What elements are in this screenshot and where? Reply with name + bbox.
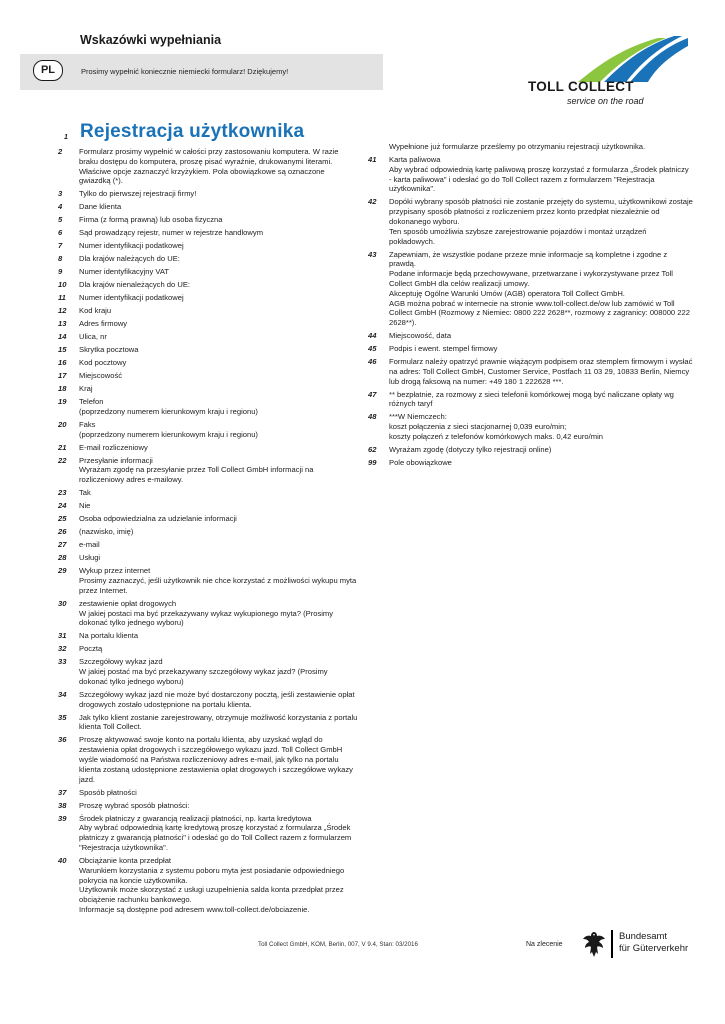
instruction-item bbox=[58, 599, 358, 628]
instruction-item bbox=[58, 690, 358, 710]
instruction-text: (nazwisko, imię) bbox=[79, 527, 134, 537]
instruction-text: e-mail bbox=[79, 540, 100, 550]
instruction-item bbox=[58, 384, 358, 394]
instruction-item bbox=[368, 357, 693, 386]
instruction-text: Szczegółowy wykaz jazd W jakiej postać ma być przekazywany szczegółowy wykaz jazd? (Prosimy dokonać tylko jednego wyboru) bbox=[79, 657, 328, 686]
instruction-number: 44 bbox=[368, 331, 377, 341]
instruction-item bbox=[58, 345, 358, 355]
instruction-text: Formularz prosimy wypełnić w całości przy zastosowaniu komputera. W razie braku dostępu do komputera, proszę pisać wyraźnie, drukowanymi literami. Właściwe opcje zaznaczyć krzyżykiem. Pola obowiązkowe są oznaczone gwiazdką (*). bbox=[79, 147, 339, 186]
instruction-text: Wypełnione już formularze prześlemy po otrzymaniu rejestracji użytkownika. bbox=[389, 142, 646, 151]
instruction-number: 2 bbox=[58, 147, 63, 156]
instruction-item bbox=[58, 319, 358, 329]
language-banner bbox=[20, 54, 383, 90]
instruction-text: Pocztą bbox=[79, 644, 103, 654]
instruction-item bbox=[58, 657, 358, 686]
instruction-text: Dla krajów nienależących do UE: bbox=[79, 280, 191, 290]
language-note: Prosimy wypełnić koniecznie niemiecki formularz! Dziękujemy! bbox=[81, 67, 289, 76]
instruction-number: 10 bbox=[58, 280, 67, 290]
instruction-text: Jak tylko klient zostanie zarejestrowany, otrzymuje możliwość korzystania z portalu klienta Toll Collect. bbox=[79, 712, 358, 732]
instruction-text: Przesyłanie informacji Wyrażam zgodę na przesyłanie przez Toll Collect GmbH informacji na rozliczeniowy adres e-mailowy. bbox=[79, 455, 314, 485]
instruction-number: 20 bbox=[58, 419, 67, 429]
instruction-number: 3 bbox=[58, 189, 63, 199]
right-column bbox=[368, 142, 693, 471]
logo-name: TOLL COLLECT bbox=[528, 79, 634, 94]
instruction-text: Obciążanie konta przedpłat Warunkiem korzystania z systemu poboru myta jest posiadanie odpowiedniego pokrycia na koncie użytkownika. Użytkownik może skorzystać z usługi uzupełnienia salda konta przedpłat przez obciążenie rachunku bankowego. Informacje są dostępne pod adresem www.toll-collect.de/obciazenie. bbox=[79, 855, 345, 914]
instruction-number: 41 bbox=[368, 154, 377, 164]
instruction-item bbox=[58, 501, 358, 511]
instruction-number: 33 bbox=[58, 657, 67, 667]
instruction-number: 15 bbox=[58, 345, 67, 355]
instruction-item bbox=[58, 147, 358, 186]
instruction-number: 22 bbox=[58, 455, 67, 465]
instruction-item bbox=[368, 390, 693, 410]
instruction-text: Kod pocztowy bbox=[79, 358, 127, 368]
instruction-text: Szczegółowy wykaz jazd nie może być dostarczony pocztą, jeśli zestawienie opłat drogowych zostało udostępnione na portalu klienta. bbox=[79, 689, 355, 709]
instruction-number: 18 bbox=[58, 384, 67, 394]
instruction-text: Tylko do pierwszej rejestracji firmy! bbox=[79, 189, 197, 199]
header-title: Wskazówki wypełniania bbox=[80, 33, 222, 47]
instruction-item bbox=[368, 412, 693, 441]
instruction-item bbox=[58, 814, 358, 853]
instruction-item bbox=[58, 735, 358, 784]
instruction-number: 27 bbox=[58, 540, 67, 550]
instruction-number: 38 bbox=[58, 800, 67, 810]
footer-text: Toll Collect GmbH, KOM, Berlin, 007, V 9.4, Stan: 03/2016 bbox=[258, 941, 418, 948]
instruction-item bbox=[368, 445, 693, 455]
instruction-item bbox=[58, 397, 358, 417]
instruction-number: 62 bbox=[368, 445, 377, 454]
instruction-number: 13 bbox=[58, 319, 67, 329]
instruction-text: Telefon (poprzedzony numerem kierunkowym kraju i regionu) bbox=[79, 397, 258, 416]
instruction-number: 8 bbox=[58, 254, 63, 264]
instruction-item bbox=[58, 358, 358, 368]
instruction-item bbox=[58, 527, 358, 537]
instruction-item bbox=[58, 443, 358, 453]
instruction-number: 42 bbox=[368, 197, 377, 207]
instruction-text: Miejscowość, data bbox=[389, 331, 452, 341]
instruction-number: 6 bbox=[58, 228, 63, 238]
instruction-text: ***W Niemczech: koszt połączenia z sieci stacjonarnej 0,039 euro/min; koszty połączeń z telefonów komórkowych maks. 0,42 euro/min bbox=[389, 412, 603, 442]
instruction-item bbox=[368, 344, 693, 354]
instruction-text: Karta paliwowa Aby wybrać odpowiednią kartę paliwową proszę korzystać z formularza „Środek płatniczy - karta paliwowa" i odesłać go do Toll Collect razem z formularzem "Rejestracja użytkownika". bbox=[389, 154, 689, 194]
instruction-number: 99 bbox=[368, 457, 377, 467]
instruction-text: Dane klienta bbox=[79, 202, 122, 212]
instruction-number: 35 bbox=[58, 712, 67, 722]
instruction-text: Podpis i ewent. stempel firmowy bbox=[389, 344, 498, 354]
logo-slogan: service on the road bbox=[567, 96, 644, 106]
instruction-number: 36 bbox=[58, 735, 67, 745]
instruction-number: 26 bbox=[58, 527, 67, 537]
instruction-item bbox=[58, 215, 358, 225]
instruction-item bbox=[58, 856, 358, 915]
instruction-text: E-mail rozliczeniowy bbox=[79, 442, 148, 452]
instruction-item bbox=[58, 293, 358, 303]
instruction-item bbox=[58, 241, 358, 251]
on-behalf-label: Na zlecenie bbox=[526, 941, 563, 948]
instruction-number: 31 bbox=[58, 631, 67, 641]
instruction-text: Pole obowiązkowe bbox=[389, 457, 452, 467]
instruction-text: Kraj bbox=[79, 384, 93, 394]
instruction-number: 23 bbox=[58, 488, 67, 498]
instruction-item bbox=[368, 142, 693, 152]
instruction-item bbox=[368, 155, 693, 194]
instruction-number: 46 bbox=[368, 357, 377, 367]
instruction-text: Firma (z formą prawną) lub osoba fizyczna bbox=[79, 215, 223, 225]
instruction-text: Na portalu klienta bbox=[79, 631, 139, 641]
left-column bbox=[58, 147, 358, 918]
instruction-item bbox=[58, 566, 358, 595]
instruction-number: 4 bbox=[58, 202, 63, 212]
instruction-number: 25 bbox=[58, 514, 67, 524]
instruction-number: 24 bbox=[58, 501, 67, 511]
instruction-item bbox=[368, 250, 693, 328]
instruction-text: Sposób płatności bbox=[79, 787, 137, 797]
instruction-text: Numer identyfikacji podatkowej bbox=[79, 293, 184, 303]
instruction-item bbox=[368, 458, 693, 468]
instruction-number: 17 bbox=[58, 371, 67, 381]
instruction-number: 12 bbox=[58, 306, 67, 316]
instruction-text: Proszę wybrać sposób płatności: bbox=[79, 800, 190, 810]
instruction-text: Adres firmowy bbox=[79, 319, 128, 329]
federal-eagle-icon bbox=[582, 930, 606, 958]
instruction-text: zestawienie opłat drogowych W jakiej postaci ma być przekazywany wykaz wykupionego myta? (Prosimy dokonać tylko jednego wyboru) bbox=[79, 598, 334, 628]
instruction-text: Zapewniam, że wszystkie podane przeze mnie informacje są kompletne i zgodne z prawdą. Podane informacje będą przechowywane, przetwarzane i wykorzystywane przez Toll Collect GmbH dla celów realizacji umowy. Akceptuję Ogólne Warunki Umów (AGB) operatora Toll Collect GmbH. AGB można pobrać w internecie na stronie www.toll-collect.de/ow lub zamówić w Toll Collect GmbH (Rozmowy z Niemiec: 0800 222 2628**, rozmowy z zagranicy: 008000 222 2628**). bbox=[389, 249, 690, 328]
instruction-text: Skrytka pocztowa bbox=[79, 345, 139, 355]
instruction-number: 9 bbox=[58, 267, 63, 277]
instruction-item bbox=[58, 228, 358, 238]
instruction-item bbox=[368, 331, 693, 341]
instruction-number: 37 bbox=[58, 787, 67, 797]
instruction-item bbox=[58, 644, 358, 654]
instruction-item bbox=[368, 197, 693, 246]
instruction-text: Usługi bbox=[79, 553, 101, 563]
instruction-text: Ulica, nr bbox=[79, 332, 107, 342]
language-badge: PL bbox=[33, 60, 63, 81]
instruction-number: 30 bbox=[58, 598, 67, 608]
instruction-item bbox=[58, 189, 358, 199]
instruction-text: Osoba odpowiedzialna za udzielanie informacji bbox=[79, 514, 237, 524]
instruction-number: 21 bbox=[58, 442, 67, 452]
instruction-item bbox=[58, 456, 358, 485]
instruction-item bbox=[58, 306, 358, 316]
instruction-text: Numer identyfikacji podatkowej bbox=[79, 241, 184, 251]
instruction-number: 40 bbox=[58, 855, 67, 865]
instruction-item bbox=[58, 267, 358, 277]
instruction-text: Tak bbox=[79, 488, 91, 498]
instruction-number: 45 bbox=[368, 344, 377, 354]
instruction-item bbox=[58, 420, 358, 440]
page-title: Rejestracja użytkownika bbox=[80, 121, 305, 142]
agency-divider bbox=[611, 930, 613, 958]
instruction-item bbox=[58, 202, 358, 212]
agency-name-line2: für Güterverkehr bbox=[619, 943, 689, 954]
instruction-number: 11 bbox=[58, 293, 66, 303]
instruction-item bbox=[58, 540, 358, 550]
instruction-text: Numer identyfikacyjny VAT bbox=[79, 267, 170, 277]
instruction-text: ** bezpłatnie, za rozmowy z sieci telefonii komórkowej mogą być naliczane opłaty wg różnych taryf bbox=[389, 389, 674, 409]
instruction-item bbox=[58, 332, 358, 342]
instruction-text: Dopóki wybrany sposób płatności nie zostanie przejęty do systemu, użytkownikowi zostaje przypisany sposób płatności z rozliczeniem przez konto przedpłat niezależnie od dokonanego wyboru. Ten sposób umożliwia szybsze zarejestrowanie pojazdów i montaż urządzeń pokładowych. bbox=[389, 197, 693, 246]
instruction-number: 39 bbox=[58, 813, 67, 823]
instruction-text: Proszę aktywować swoje konto na portalu klienta, aby uzyskać wgląd do zestawienia opłat drogowych i szczegółowego wykazu jazd. Toll Collect GmbH wyśle wiadomość na Państwa rozliczeniowy adres e-mail, jak tylko na portalu klienta zostaną udostępnione zestawienia opłat drogowych i szczegółowe wykazy jazd. bbox=[79, 735, 353, 784]
instruction-number: 7 bbox=[58, 241, 63, 251]
instruction-item bbox=[58, 713, 358, 733]
instruction-number: 43 bbox=[368, 249, 377, 259]
instruction-item bbox=[58, 788, 358, 798]
instruction-text: Kod kraju bbox=[79, 306, 112, 316]
instruction-number: 16 bbox=[58, 358, 67, 368]
instruction-text: Formularz należy opatrzyć prawnie wiążącym podpisem oraz stemplem firmowym i wysłać na adres: Toll Collect GmbH, Customer Service, Postfach 11 03 29, 10833 Berlin, Niemcy lub drogą faksową na numer: +49 180 1 222628 ***. bbox=[389, 357, 693, 386]
instruction-item bbox=[58, 553, 358, 563]
title-number: 1 bbox=[64, 134, 68, 141]
instruction-number: 34 bbox=[58, 689, 67, 699]
instruction-number: 29 bbox=[58, 566, 67, 576]
instruction-item bbox=[58, 514, 358, 524]
toll-collect-logo-icon bbox=[560, 34, 688, 82]
instruction-number: 28 bbox=[58, 553, 67, 563]
instruction-number: 5 bbox=[58, 215, 63, 225]
instruction-item bbox=[58, 801, 358, 811]
instruction-text: Sąd prowadzący rejestr, numer w rejestrze handlowym bbox=[79, 228, 264, 238]
instruction-text: Nie bbox=[79, 501, 91, 511]
instruction-text: Wykup przez internet Prosimy zaznaczyć, jeśli użytkownik nie chce korzystać z możliwości wykupu myta przez Internet. bbox=[79, 566, 357, 595]
instruction-item bbox=[58, 371, 358, 381]
instruction-text: Środek płatniczy z gwarancją realizacji płatności, np. karta kredytowa Aby wybrać odpowiednią kartę kredytową proszę korzystać z formularza „Środek płatniczy z gwarancją płatności" i odesłać go do Toll Collect razem z formularzem "Rejestracja użytkownika". bbox=[79, 813, 352, 852]
instruction-number: 48 bbox=[368, 412, 377, 422]
instruction-item bbox=[58, 280, 358, 290]
instruction-text: Dla krajów należących do UE: bbox=[79, 254, 180, 264]
instruction-item bbox=[58, 488, 358, 498]
instruction-number: 47 bbox=[368, 389, 377, 399]
agency-name-line1: Bundesamt bbox=[619, 931, 668, 942]
instruction-text: Faks (poprzedzony numerem kierunkowym kraju i regionu) bbox=[79, 419, 258, 439]
instruction-item bbox=[58, 631, 358, 641]
instruction-number: 19 bbox=[58, 397, 67, 407]
instruction-number: 32 bbox=[58, 644, 67, 654]
instruction-text: Miejscowość bbox=[79, 371, 123, 381]
instruction-item bbox=[58, 254, 358, 264]
instruction-number: 14 bbox=[58, 332, 67, 342]
instruction-text: Wyrażam zgodę (dotyczy tylko rejestracji online) bbox=[389, 445, 552, 454]
